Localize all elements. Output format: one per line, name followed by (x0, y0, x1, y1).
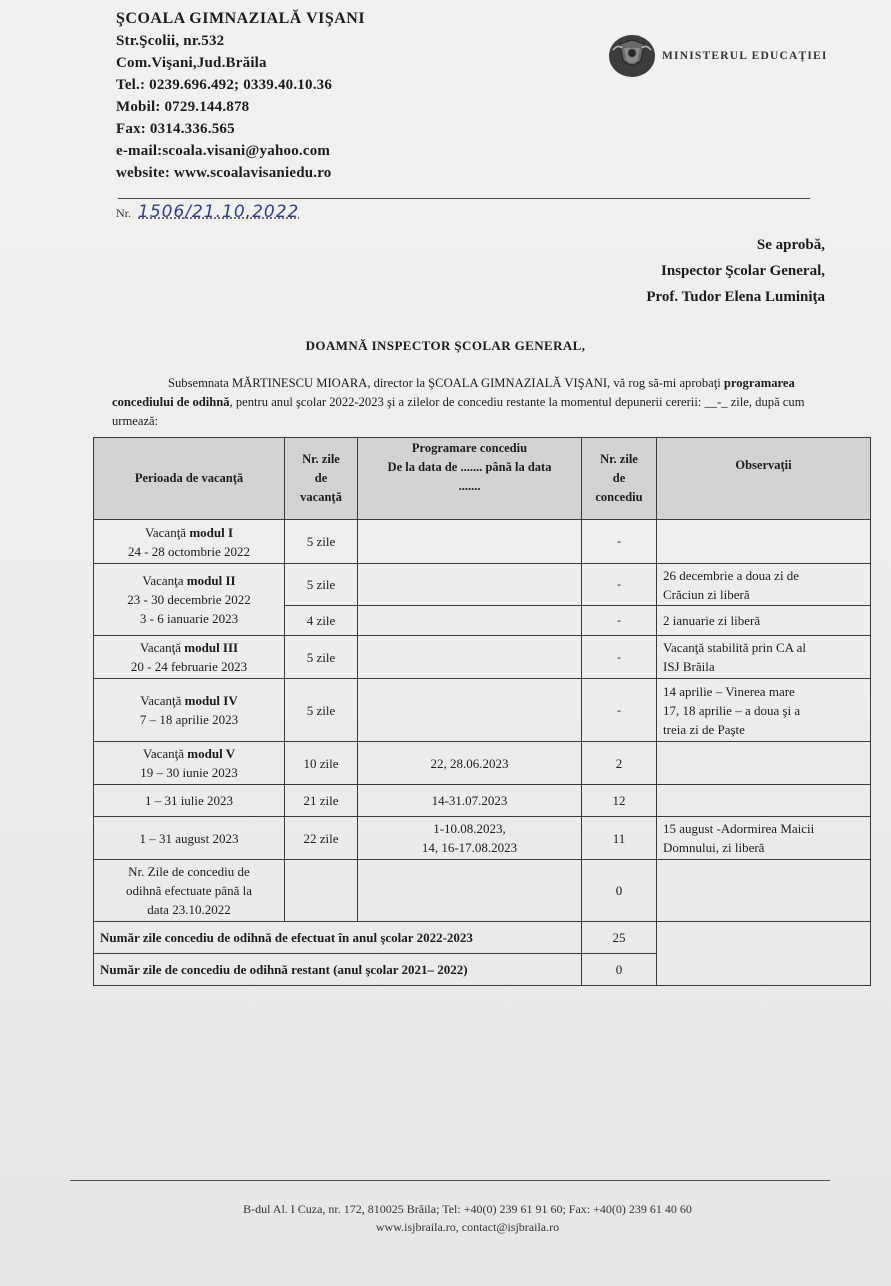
notes-line: treia zi de Paşte (663, 721, 745, 737)
schedule-cell: 22, 28.06.2023 (358, 742, 582, 785)
notes-line: Domnului, zi liberă (663, 840, 765, 855)
remaining-value: 0 (582, 954, 657, 986)
notes-line: 26 decembrie a doua zi de (663, 567, 800, 583)
leave-days-cell: - (582, 520, 657, 564)
module-label: Vacanţă (144, 524, 190, 540)
period-cell: 1 – 31 august 2023 (94, 817, 285, 860)
table-row (94, 817, 871, 860)
period-cell (94, 564, 285, 636)
school-street: Str.Şcolii, nr.532 (116, 33, 225, 49)
vacation-days-cell: 5 zile (285, 564, 358, 606)
done-label-line: data 23.10.2022 (147, 902, 231, 917)
header-schedule (358, 438, 582, 520)
school-name: ŞCOALA GIMNAZIALĂ VIŞANI (116, 10, 366, 27)
schedule-cell (358, 606, 582, 636)
total-value: 25 (582, 922, 657, 954)
addressee-heading: DOAMNĂ INSPECTOR ŞCOLAR GENERAL, (305, 338, 586, 353)
leave-days-cell: - (582, 636, 657, 679)
registration-number (116, 202, 299, 222)
schedule-cell (358, 679, 582, 742)
header-vacation-days-line: de (314, 471, 328, 485)
schedule-cell (358, 564, 582, 606)
notes-cell (657, 679, 871, 742)
footer-divider (70, 1180, 830, 1181)
leave-days-cell: - (582, 679, 657, 742)
vacation-days-cell: 10 zile (285, 742, 358, 785)
schedule-cell (358, 860, 582, 922)
leave-days-cell: - (582, 606, 657, 636)
module-dates: 19 – 30 iunie 2023 (140, 765, 238, 780)
request-text-bold: programarea concediului de odihnă (112, 376, 795, 409)
notes-cell (657, 922, 871, 986)
header-notes: Observaţii (657, 438, 871, 520)
period-cell (94, 860, 285, 922)
registration-label: Nr. (116, 206, 131, 220)
header-vacation-days (285, 438, 358, 520)
header-period: Perioada de vacanţă (94, 438, 285, 520)
footer (0, 1200, 891, 1236)
module-number: modul III (184, 640, 239, 655)
request-paragraph (112, 374, 840, 431)
footer-address: B-dul Al. I Cuza, nr. 172, 810025 Brăila; Tel: +40(0) 239 61 91 60; Fax: +40(0) 239 61 40 60 (243, 1202, 692, 1216)
table-row (94, 742, 871, 785)
schedule-cell (358, 636, 582, 679)
leave-days-cell: 2 (582, 742, 657, 785)
ministry-name: MINISTERUL EDUCAŢIEI (662, 50, 828, 62)
module-label: Vacanţă (142, 746, 188, 761)
total-row (94, 922, 871, 954)
header-leave-days-line: concediu (595, 490, 643, 504)
notes-cell (657, 785, 871, 817)
vacation-days-cell: 5 zile (285, 679, 358, 742)
ministry-logo (608, 34, 828, 78)
table-row (94, 679, 871, 742)
period-cell (94, 679, 285, 742)
total-label: Număr zile concediu de odihnă de efectuat în anul şcolar 2022-2023 (94, 922, 582, 954)
approval-line-3: Prof. Tudor Elena Luminiţa (646, 289, 825, 305)
registration-value: 1506/21.10.2022 (138, 202, 300, 222)
header-leave-days-line: Nr. zile (600, 452, 638, 466)
leave-days-cell: 12 (582, 785, 657, 817)
period-cell: 1 – 31 iulie 2023 (94, 785, 285, 817)
request-text-2: , pentru anul şcolar 2022-2023 şi a zilelor de concediu restante la momentul depunerii cererii: __-_ zile, după cum urmează: (112, 395, 805, 428)
module-dates: 3 - 6 ianuarie 2023 (139, 611, 239, 626)
notes-cell: 2 ianuarie zi liberă (657, 606, 871, 636)
notes-line: Crăciun zi liberă (663, 586, 750, 602)
header-schedule-line: De la data de ....... până la data (387, 460, 552, 474)
header-schedule-line: ....... (458, 479, 481, 493)
school-mobile: Mobil: 0729.144.878 (116, 99, 250, 115)
request-text-1: Subsemnata MĂRTINESCU MIOARA, director la ŞCOALA GIMNAZIALĂ VIŞANI, vă rog să-mi aprobaţi (168, 376, 724, 390)
table-row (94, 785, 871, 817)
table-row (94, 636, 871, 679)
notes-line: ISJ Brăila (663, 659, 715, 674)
module-number: modul V (187, 746, 236, 761)
notes-line: Vacanţă stabilită prin CA al (663, 640, 806, 655)
footer-web: www.isjbraila.ro, contact@isjbraila.ro (375, 1220, 560, 1234)
header-leave-days (582, 438, 657, 520)
module-dates: 7 – 18 aprilie 2023 (139, 712, 239, 727)
notes-cell (657, 520, 871, 564)
module-label: Vacanţă (140, 693, 185, 708)
period-cell (94, 636, 285, 679)
vacation-days-cell: 5 zile (285, 520, 358, 564)
notes-cell (657, 742, 871, 785)
module-label: Vacanţa (142, 573, 187, 588)
module-dates: 23 - 30 decembrie 2022 (127, 592, 251, 607)
table-row (94, 860, 871, 922)
school-locality: Com.Vişani,Jud.Brăila (116, 55, 267, 71)
vacation-days-cell: 4 zile (285, 606, 358, 636)
notes-cell (657, 817, 871, 860)
school-letterhead (116, 8, 365, 184)
leave-schedule-table (93, 437, 871, 986)
vacation-days-cell: 5 zile (285, 636, 358, 679)
school-website: website: www.scoalavisaniedu.ro (116, 165, 332, 181)
table-row (94, 520, 871, 564)
schedule-line: 14, 16-17.08.2023 (421, 840, 518, 855)
notes-cell (657, 860, 871, 922)
module-number: modul II (186, 573, 236, 588)
vacation-days-cell: 22 zile (285, 817, 358, 860)
schedule-cell (358, 520, 582, 564)
notes-cell (657, 564, 871, 606)
school-fax: Fax: 0314.336.565 (116, 121, 235, 137)
header-vacation-days-line: vacanţă (300, 490, 342, 504)
notes-line: 17, 18 aprilie – a doua şi a (663, 702, 801, 718)
table-row (94, 564, 871, 606)
header-schedule-line: Programare concediu (411, 441, 528, 455)
leave-days-cell: 11 (582, 817, 657, 860)
coat-of-arms-icon (608, 34, 656, 78)
notes-cell (657, 636, 871, 679)
approval-line-2: Inspector Şcolar General, (660, 263, 825, 279)
period-cell (94, 520, 285, 564)
approval-line-1: Se aprobă, (756, 237, 825, 253)
notes-line: 15 august -Adormirea Maicii (663, 821, 815, 836)
leave-days-cell: - (582, 564, 657, 606)
header-leave-days-line: de (612, 471, 626, 485)
period-cell (94, 742, 285, 785)
header-vacation-days-line: Nr. zile (302, 452, 340, 466)
module-number: modul IV (184, 693, 238, 708)
schedule-cell (358, 817, 582, 860)
done-label-line: Nr. Zile de concediu de (128, 864, 250, 879)
header-divider (118, 198, 810, 199)
approval-block (646, 232, 825, 310)
table-header-row (94, 438, 871, 520)
leave-days-cell: 0 (582, 860, 657, 922)
remaining-label: Număr zile de concediu de odihnă restant (anul şcolar 2021– 2022) (94, 954, 582, 986)
school-email: e-mail:scoala.visani@yahoo.com (116, 143, 331, 159)
module-dates: 20 - 24 februarie 2023 (130, 659, 248, 674)
notes-line: 14 aprilie – Vinerea mare (663, 683, 795, 699)
school-phone: Tel.: 0239.696.492; 0339.40.10.36 (116, 77, 333, 93)
vacation-days-cell (285, 860, 358, 922)
vacation-days-cell: 21 zile (285, 785, 358, 817)
done-label-line: odihnă efectuate până la (126, 883, 252, 898)
schedule-line: 1-10.08.2023, (433, 821, 506, 836)
module-dates: 24 - 28 octombrie 2022 (127, 543, 251, 559)
schedule-cell: 14-31.07.2023 (358, 785, 582, 817)
module-number: modul I (189, 524, 234, 540)
module-label: Vacanţă (139, 640, 185, 655)
